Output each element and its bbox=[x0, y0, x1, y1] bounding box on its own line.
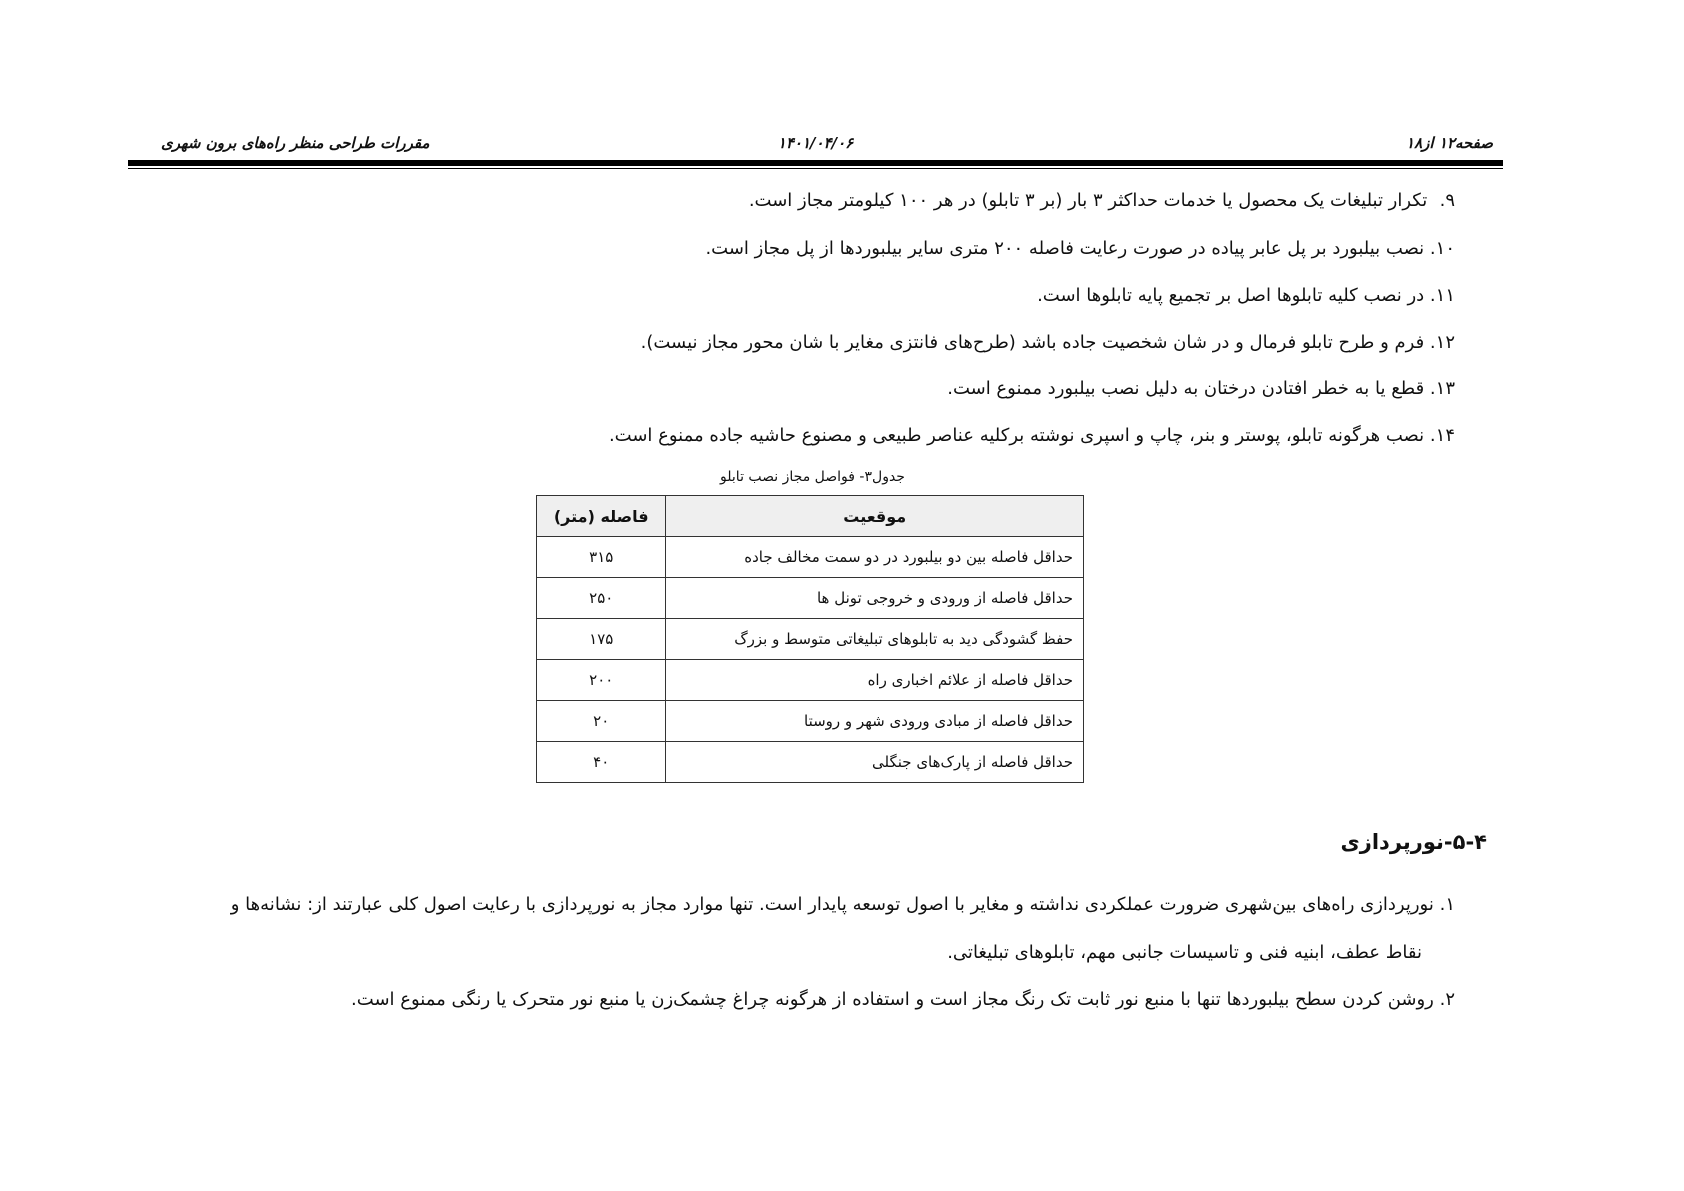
header-rule-thin bbox=[128, 168, 1503, 169]
document-title: مقررات طراحی منظر راه‌های برون شهری bbox=[161, 134, 430, 152]
distances-table bbox=[536, 495, 1084, 783]
lighting-item bbox=[231, 894, 1455, 915]
list-item-number: ۹. bbox=[1439, 190, 1455, 211]
lighting-item-continuation: نقاط عطف، ابنیه فنی و تاسیسات جانبی مهم، تابلوهای تبلیغاتی. bbox=[947, 942, 1422, 963]
location-cell: حداقل فاصله از ورودی و خروجی تونل ها bbox=[666, 578, 1084, 619]
section-heading: ۵-۴-نورپردازی bbox=[1340, 830, 1487, 854]
table-row bbox=[537, 578, 1084, 619]
list-item bbox=[641, 332, 1455, 353]
distance-cell: ۳۱۵ bbox=[537, 537, 666, 578]
distance-cell: ۲۰۰ bbox=[537, 660, 666, 701]
list-item-number: ۱۱. bbox=[1429, 285, 1455, 306]
location-cell: حداقل فاصله از مبادی ورودی شهر و روستا bbox=[666, 701, 1084, 742]
list-item-text: تکرار تبلیغات یک محصول یا خدمات حداکثر ۳ بار (بر ۳ تابلو) در هر ۱۰۰ کیلومتر مجاز است. bbox=[748, 190, 1428, 211]
list-item bbox=[609, 425, 1455, 446]
list-item bbox=[749, 190, 1455, 211]
list-item-text: نصب هرگونه تابلو، پوستر و بنر، چاپ و اسپری نوشته برکلیه عناصر طبیعی و مصنوع حاشیه جاده ممنوع است. bbox=[608, 425, 1425, 446]
lighting-item bbox=[351, 989, 1455, 1010]
page-number: صفحه۱۲ از۱۸ bbox=[1406, 134, 1493, 152]
table-row bbox=[537, 660, 1084, 701]
table-caption: جدول۳- فواصل مجاز نصب تابلو bbox=[720, 469, 905, 485]
list-item-text: قطع یا به خطر افتادن درختان به دلیل نصب بیلبورد ممنوع است. bbox=[947, 378, 1425, 399]
list-item-text: نصب بیلبورد بر پل عابر پیاده در صورت رعایت فاصله ۲۰۰ متری سایر بیلبوردها از پل مجاز است. bbox=[705, 238, 1425, 259]
table-row bbox=[537, 537, 1084, 578]
header-rule-thick bbox=[128, 160, 1503, 166]
list-item-number: ۱۳. bbox=[1429, 378, 1455, 399]
distance-cell: ۲۵۰ bbox=[537, 578, 666, 619]
distance-cell: ۱۷۵ bbox=[537, 619, 666, 660]
list-item-number: ۱۲. bbox=[1429, 332, 1455, 353]
location-cell: حداقل فاصله از پارک‌های جنگلی bbox=[666, 742, 1084, 783]
table-header-row bbox=[537, 496, 1084, 537]
list-item bbox=[705, 238, 1455, 259]
table-row bbox=[537, 742, 1084, 783]
list-item-text: در نصب کلیه تابلوها اصل بر تجمیع پایه تابلوها است. bbox=[1037, 285, 1425, 306]
table-row bbox=[537, 701, 1084, 742]
lighting-item-number: ۲. bbox=[1439, 989, 1455, 1010]
list-item bbox=[947, 378, 1455, 399]
list-item-number: ۱۰. bbox=[1429, 238, 1455, 259]
column-header-distance: فاصله (متر) bbox=[537, 496, 666, 537]
column-header-location: موقعیت bbox=[666, 496, 1084, 537]
list-item-number: ۱۴. bbox=[1429, 425, 1455, 446]
lighting-item-text: روشن کردن سطح بیلبوردها تنها با منبع نور ثابت تک رنگ مجاز است و استفاده از هرگونه چراغ چشمک‌زن یا منبع نور متحرک یا رنگی ممنوع است. bbox=[351, 989, 1434, 1010]
lighting-item-number: ۱. bbox=[1439, 894, 1455, 915]
distance-cell: ۲۰ bbox=[537, 701, 666, 742]
location-cell: حفظ گشودگی دید به تابلوهای تبلیغاتی متوسط و بزرگ bbox=[666, 619, 1084, 660]
location-cell: حداقل فاصله از علائم اخباری راه bbox=[666, 660, 1084, 701]
distance-cell: ۴۰ bbox=[537, 742, 666, 783]
lighting-item-text: نورپردازی راه‌های بین‌شهری ضرورت عملکردی نداشته و مغایر با اصول توسعه پایدار است. تنها موارد مجاز به نورپردازی با رعایت اصول کلی عبارتند از: نشانه‌ها و bbox=[230, 894, 1434, 915]
page-header bbox=[128, 128, 1503, 158]
location-cell: حداقل فاصله بین دو بیلبورد در دو سمت مخالف جاده bbox=[666, 537, 1084, 578]
list-item bbox=[1037, 285, 1455, 306]
document-date: ۱۴۰۱/۰۴/۰۶ bbox=[777, 134, 854, 152]
table-row bbox=[537, 619, 1084, 660]
list-item-text: فرم و طرح تابلو فرمال و در شان شخصیت جاده باشد (طرح‌های فانتزی مغایر با شان محور مجاز نیست). bbox=[640, 332, 1425, 353]
